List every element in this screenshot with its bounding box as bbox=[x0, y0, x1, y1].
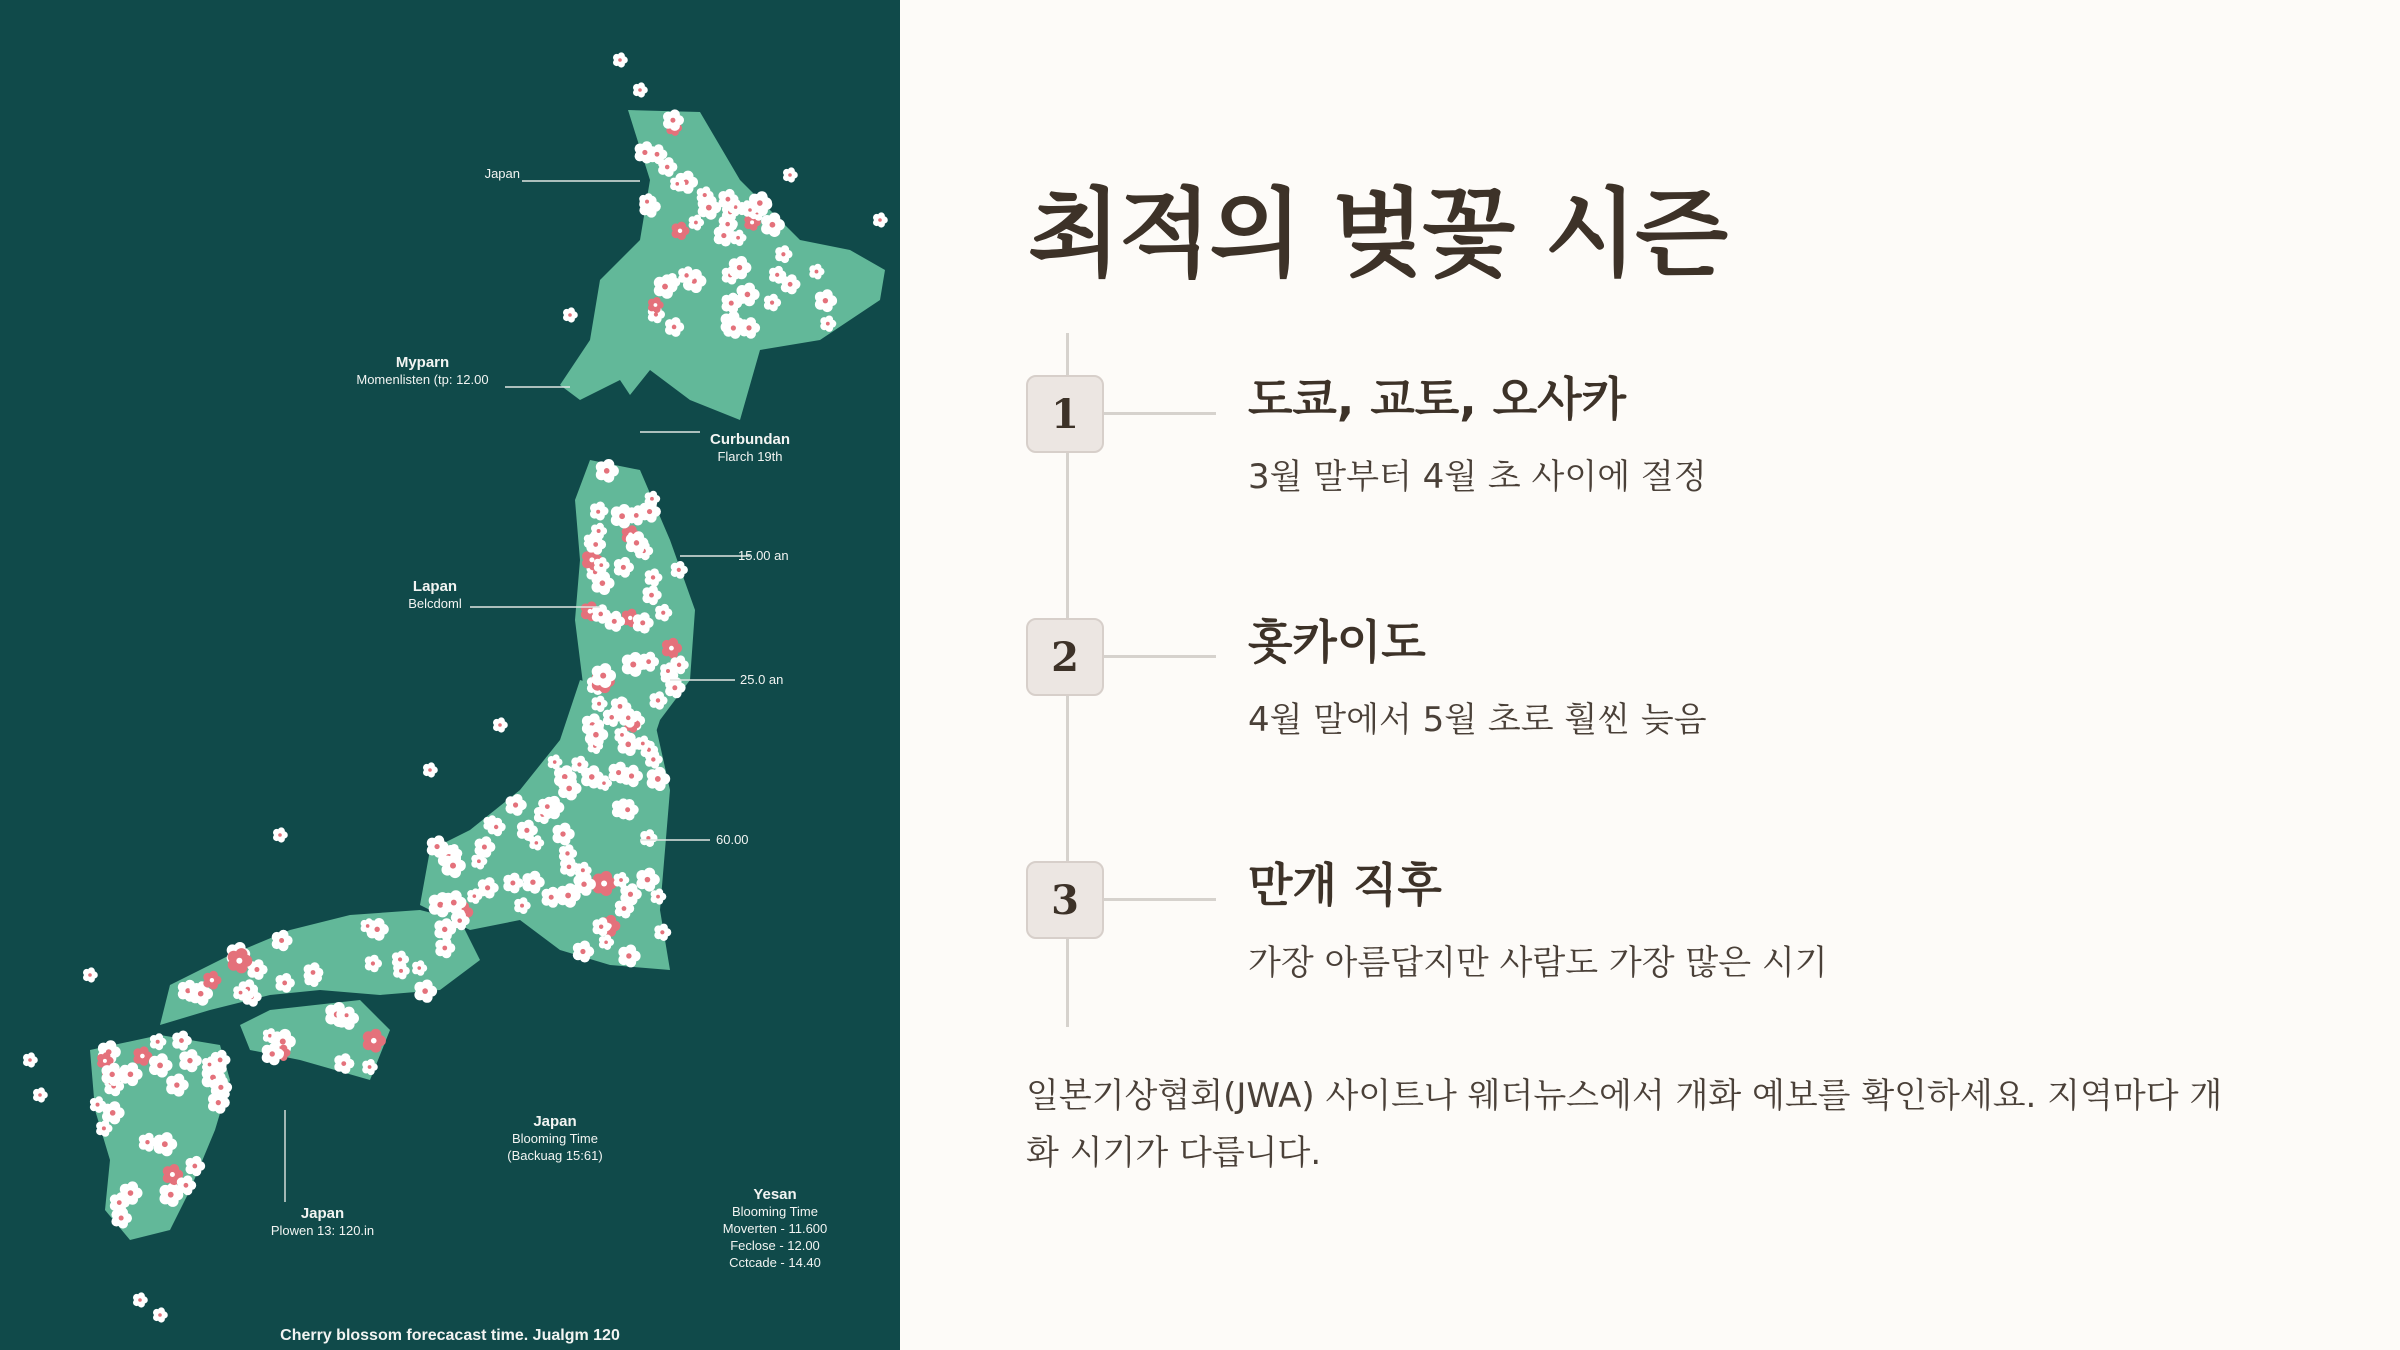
map-label-japan-bloom bbox=[480, 1113, 630, 1164]
blossom-icon bbox=[783, 167, 798, 182]
timeline-step bbox=[1026, 615, 2326, 818]
timeline-step bbox=[1026, 372, 2326, 575]
blossom-icon bbox=[671, 561, 688, 579]
map-tick-label bbox=[738, 547, 789, 564]
map-tick-text: 15.00 an bbox=[738, 548, 789, 563]
map-tick-text: 60.00 bbox=[716, 832, 749, 847]
map-label-subtitle: Momenlisten (tp: 12.00 bbox=[356, 372, 489, 387]
map-label-title: Japan bbox=[300, 1205, 345, 1222]
step-description: 3월 말부터 4월 초 사이에 절정 bbox=[1248, 457, 1707, 497]
blossom-icon bbox=[613, 52, 628, 67]
blossom-icon bbox=[23, 1052, 38, 1067]
map-tick-label bbox=[716, 831, 749, 848]
map-label-title: Myparn bbox=[395, 354, 450, 371]
blossom-icon bbox=[654, 924, 671, 941]
map-label-myparn bbox=[340, 354, 505, 388]
blossom-icon bbox=[563, 307, 578, 322]
blossom-icon bbox=[133, 1292, 148, 1307]
map-caption: Cherry blossom forecacast time. Jualgm 120 bbox=[280, 1327, 620, 1344]
map-label-subtitle: Belcdoml bbox=[408, 596, 462, 611]
step-number-badge: 3 bbox=[1026, 861, 1104, 939]
map-label-tesan bbox=[700, 1186, 850, 1271]
blossom-icon bbox=[83, 967, 98, 982]
step-description: 4월 말에서 5월 초로 훨씬 늦음 bbox=[1248, 700, 1707, 740]
step-number-badge: 1 bbox=[1026, 375, 1104, 453]
map-label-curbundan bbox=[690, 431, 810, 465]
step-connector bbox=[1104, 412, 1216, 415]
step-title: 만개 직후 bbox=[1248, 858, 1442, 912]
blossom-icon bbox=[651, 889, 667, 905]
map-label-text: Japan bbox=[484, 166, 520, 181]
step-title: 도쿄, 교토, 오사카 bbox=[1248, 372, 1627, 426]
blossom-icon bbox=[153, 1307, 168, 1322]
step-description: 가장 아름답지만 사람도 가장 많은 시기 bbox=[1248, 943, 1828, 983]
page-title: 최적의 벚꽃 시즌 bbox=[1028, 178, 1726, 290]
map-label-title: Lapan bbox=[412, 578, 458, 595]
map-label-subtitle: Flarch 19th bbox=[717, 449, 783, 464]
step-connector bbox=[1104, 898, 1216, 901]
content-panel bbox=[900, 0, 2400, 1350]
blossom-icon bbox=[633, 82, 648, 97]
map-label-title: Yesan bbox=[753, 1186, 797, 1203]
map-label-japan-top bbox=[420, 165, 520, 182]
map-tick-text: 25.0 an bbox=[740, 672, 784, 687]
blossom-icon bbox=[273, 827, 288, 842]
map-label-subtitle: Blooming Time Moverten - 11.600 Feclose - 12.00 Cctcade - 14.40 bbox=[722, 1204, 828, 1270]
map-label-subtitle: Plowen 13: 120.in bbox=[270, 1223, 375, 1238]
blossom-icon bbox=[873, 212, 888, 227]
map-label-subtitle: Blooming Time (Backuag 15:61) bbox=[507, 1131, 603, 1163]
step-connector bbox=[1104, 655, 1216, 658]
map-label-lapan bbox=[400, 578, 470, 612]
map-tick-label bbox=[740, 671, 783, 688]
blossom-icon bbox=[493, 717, 508, 732]
hokkaido-island bbox=[560, 110, 885, 420]
blossom-icon bbox=[33, 1087, 48, 1102]
map-label-japan-bottom bbox=[245, 1205, 400, 1239]
timeline-step bbox=[1026, 858, 2326, 1061]
map-label-title: Japan bbox=[533, 1113, 577, 1130]
map-label-title: Curbundan bbox=[710, 431, 790, 448]
japan-blossom-map bbox=[0, 0, 900, 1350]
blossom-icon bbox=[423, 762, 438, 777]
forecast-note: 일본기상협회(JWA) 사이트나 웨더뉴스에서 개화 예보를 확인하세요. 지역마다 개화 시기가 다릅니다. bbox=[1026, 1076, 2223, 1173]
step-number-badge: 2 bbox=[1026, 618, 1104, 696]
step-title: 홋카이도 bbox=[1248, 615, 1426, 669]
